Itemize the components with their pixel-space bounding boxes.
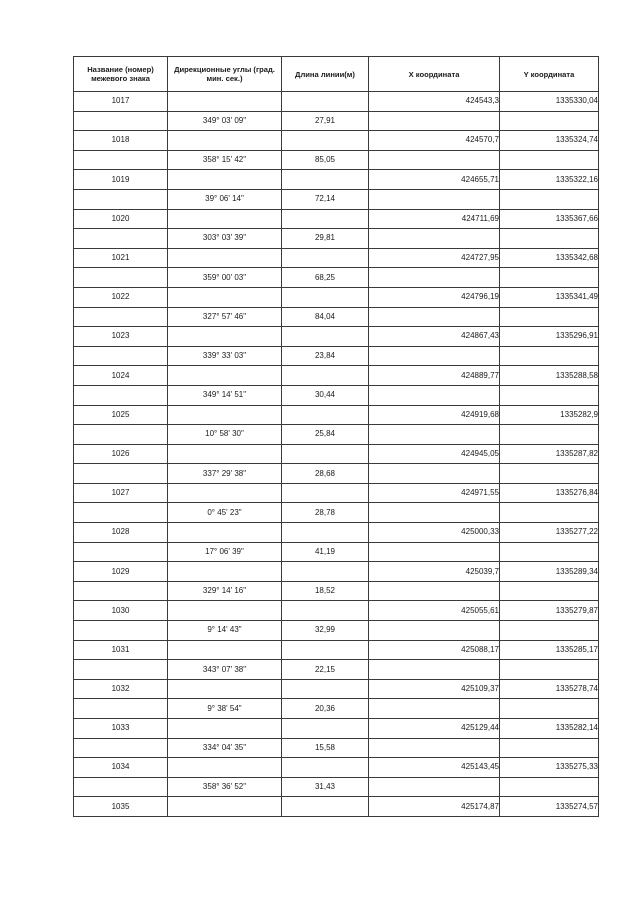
cell-y-coordinate: 1335289,34 — [500, 562, 599, 582]
table-row-segment — [74, 385, 599, 405]
cell-direction-angle — [168, 444, 282, 464]
cell-y-coordinate — [500, 229, 599, 249]
cell-x-coordinate — [369, 581, 500, 601]
table-row-segment — [74, 621, 599, 641]
cell-marker-name — [74, 660, 168, 680]
cell-y-coordinate: 1335342,68 — [500, 248, 599, 268]
cell-marker-name: 1019 — [74, 170, 168, 190]
cell-y-coordinate: 1335367,66 — [500, 209, 599, 229]
cell-line-length — [282, 797, 369, 817]
cell-x-coordinate — [369, 464, 500, 484]
cell-line-length — [282, 405, 369, 425]
cell-line-length — [282, 170, 369, 190]
cell-marker-name: 1032 — [74, 679, 168, 699]
cell-y-coordinate — [500, 150, 599, 170]
cell-line-length — [282, 483, 369, 503]
cell-direction-angle: 358° 15' 42" — [168, 150, 282, 170]
cell-x-coordinate — [369, 425, 500, 445]
cell-y-coordinate — [500, 111, 599, 131]
cell-direction-angle — [168, 170, 282, 190]
cell-line-length: 85,05 — [282, 150, 369, 170]
cell-line-length — [282, 131, 369, 151]
table-row-marker — [74, 719, 599, 739]
cell-line-length — [282, 209, 369, 229]
cell-y-coordinate — [500, 542, 599, 562]
cell-y-coordinate: 1335276,84 — [500, 483, 599, 503]
cell-y-coordinate: 1335278,74 — [500, 679, 599, 699]
cell-y-coordinate: 1335282,14 — [500, 719, 599, 739]
cell-x-coordinate: 424919,68 — [369, 405, 500, 425]
cell-line-length: 32,99 — [282, 621, 369, 641]
cell-x-coordinate: 425055,61 — [369, 601, 500, 621]
cell-marker-name: 1030 — [74, 601, 168, 621]
cell-y-coordinate — [500, 385, 599, 405]
cell-x-coordinate: 425088,17 — [369, 640, 500, 660]
cell-marker-name — [74, 229, 168, 249]
cell-direction-angle: 349° 14' 51" — [168, 385, 282, 405]
table-row-segment — [74, 738, 599, 758]
table-row-marker — [74, 601, 599, 621]
cell-marker-name: 1033 — [74, 719, 168, 739]
cell-direction-angle — [168, 405, 282, 425]
table-row-segment — [74, 660, 599, 680]
table-row-segment — [74, 464, 599, 484]
cell-x-coordinate: 425039,7 — [369, 562, 500, 582]
cell-line-length — [282, 287, 369, 307]
cell-x-coordinate: 425000,33 — [369, 523, 500, 543]
cell-direction-angle: 9° 14' 43" — [168, 621, 282, 641]
column-header-direction-angle: Дирекционные углы (град. мин. сек.) — [168, 57, 282, 92]
cell-y-coordinate: 1335285,17 — [500, 640, 599, 660]
table-row-marker — [74, 248, 599, 268]
table-row-segment — [74, 346, 599, 366]
cell-x-coordinate: 424867,43 — [369, 327, 500, 347]
cell-line-length — [282, 523, 369, 543]
table-row-marker — [74, 366, 599, 386]
cell-direction-angle — [168, 287, 282, 307]
cell-direction-angle: 10° 58' 30" — [168, 425, 282, 445]
table-row-marker — [74, 131, 599, 151]
cell-y-coordinate — [500, 464, 599, 484]
cell-x-coordinate — [369, 307, 500, 327]
cell-direction-angle: 303° 03' 39" — [168, 229, 282, 249]
cell-marker-name: 1034 — [74, 758, 168, 778]
cell-direction-angle — [168, 209, 282, 229]
cell-line-length: 22,15 — [282, 660, 369, 680]
cell-line-length: 84,04 — [282, 307, 369, 327]
table-row-marker — [74, 327, 599, 347]
cell-y-coordinate — [500, 503, 599, 523]
cell-line-length — [282, 640, 369, 660]
cell-marker-name — [74, 464, 168, 484]
cell-line-length — [282, 758, 369, 778]
table-row-segment — [74, 542, 599, 562]
cell-x-coordinate — [369, 777, 500, 797]
cell-direction-angle: 17° 06' 39" — [168, 542, 282, 562]
table-row-marker — [74, 640, 599, 660]
cell-direction-angle: 349° 03' 09" — [168, 111, 282, 131]
table-row-marker — [74, 92, 599, 112]
cell-direction-angle: 343° 07' 38" — [168, 660, 282, 680]
cell-marker-name: 1027 — [74, 483, 168, 503]
cell-marker-name: 1025 — [74, 405, 168, 425]
cell-x-coordinate: 425109,37 — [369, 679, 500, 699]
cell-direction-angle: 9° 38' 54" — [168, 699, 282, 719]
column-header-y-coordinate: Y координата — [500, 57, 599, 92]
cell-line-length — [282, 92, 369, 112]
cell-marker-name: 1035 — [74, 797, 168, 817]
cell-marker-name — [74, 150, 168, 170]
cell-y-coordinate: 1335287,82 — [500, 444, 599, 464]
table-row-marker — [74, 758, 599, 778]
table-row-marker — [74, 444, 599, 464]
table-row-segment — [74, 268, 599, 288]
cell-y-coordinate — [500, 425, 599, 445]
cell-direction-angle — [168, 562, 282, 582]
cell-x-coordinate — [369, 699, 500, 719]
cell-marker-name: 1024 — [74, 366, 168, 386]
table-row-segment — [74, 581, 599, 601]
cell-direction-angle: 329° 14' 16" — [168, 581, 282, 601]
table-row-marker — [74, 562, 599, 582]
cell-x-coordinate — [369, 738, 500, 758]
cell-direction-angle — [168, 640, 282, 660]
cell-line-length: 31,43 — [282, 777, 369, 797]
table-row-segment — [74, 150, 599, 170]
cell-marker-name: 1021 — [74, 248, 168, 268]
cell-y-coordinate: 1335341,49 — [500, 287, 599, 307]
cell-y-coordinate — [500, 189, 599, 209]
cell-y-coordinate — [500, 621, 599, 641]
table-row-marker — [74, 209, 599, 229]
cell-direction-angle: 359° 00' 03" — [168, 268, 282, 288]
cell-marker-name — [74, 777, 168, 797]
cell-x-coordinate — [369, 346, 500, 366]
cell-line-length — [282, 719, 369, 739]
cell-marker-name — [74, 189, 168, 209]
cell-line-length: 15,58 — [282, 738, 369, 758]
cell-line-length — [282, 327, 369, 347]
cell-y-coordinate — [500, 738, 599, 758]
cell-line-length: 41,19 — [282, 542, 369, 562]
table-row-marker — [74, 170, 599, 190]
cell-direction-angle — [168, 483, 282, 503]
cell-direction-angle: 39° 06' 14" — [168, 189, 282, 209]
cell-y-coordinate — [500, 581, 599, 601]
cell-direction-angle: 358° 36' 52" — [168, 777, 282, 797]
cell-line-length: 30,44 — [282, 385, 369, 405]
cell-line-length: 29,81 — [282, 229, 369, 249]
cell-direction-angle — [168, 719, 282, 739]
cell-line-length: 25,84 — [282, 425, 369, 445]
cell-x-coordinate: 424727,95 — [369, 248, 500, 268]
table-row-segment — [74, 777, 599, 797]
cell-marker-name: 1020 — [74, 209, 168, 229]
boundary-coordinates-table — [73, 56, 599, 817]
cell-x-coordinate: 424543,3 — [369, 92, 500, 112]
cell-x-coordinate — [369, 660, 500, 680]
cell-y-coordinate — [500, 307, 599, 327]
cell-direction-angle — [168, 92, 282, 112]
cell-x-coordinate: 424889,77 — [369, 366, 500, 386]
cell-x-coordinate: 425174,87 — [369, 797, 500, 817]
cell-line-length: 27,91 — [282, 111, 369, 131]
cell-line-length — [282, 366, 369, 386]
cell-x-coordinate: 424570,7 — [369, 131, 500, 151]
table-row-segment — [74, 699, 599, 719]
cell-marker-name — [74, 581, 168, 601]
cell-direction-angle — [168, 131, 282, 151]
cell-marker-name: 1017 — [74, 92, 168, 112]
cell-line-length: 20,36 — [282, 699, 369, 719]
cell-marker-name — [74, 738, 168, 758]
table-row-marker — [74, 679, 599, 699]
table-body — [74, 92, 599, 817]
cell-y-coordinate: 1335296,91 — [500, 327, 599, 347]
table-row-segment — [74, 307, 599, 327]
cell-marker-name: 1028 — [74, 523, 168, 543]
cell-marker-name — [74, 503, 168, 523]
table-row-segment — [74, 111, 599, 131]
cell-x-coordinate: 424971,55 — [369, 483, 500, 503]
boundary-coordinates-sheet — [73, 56, 598, 817]
cell-marker-name: 1026 — [74, 444, 168, 464]
table-row-marker — [74, 405, 599, 425]
cell-direction-angle: 0° 45' 23" — [168, 503, 282, 523]
cell-marker-name: 1023 — [74, 327, 168, 347]
column-header-line-length: Длина линии(м) — [282, 57, 369, 92]
cell-marker-name — [74, 346, 168, 366]
cell-direction-angle — [168, 366, 282, 386]
cell-line-length: 68,25 — [282, 268, 369, 288]
cell-direction-angle — [168, 679, 282, 699]
table-row-segment — [74, 229, 599, 249]
table-row-segment — [74, 425, 599, 445]
cell-x-coordinate — [369, 542, 500, 562]
cell-marker-name — [74, 699, 168, 719]
cell-y-coordinate: 1335279,87 — [500, 601, 599, 621]
cell-direction-angle: 327° 57' 46" — [168, 307, 282, 327]
cell-y-coordinate — [500, 660, 599, 680]
cell-line-length: 18,52 — [282, 581, 369, 601]
cell-direction-angle — [168, 248, 282, 268]
cell-x-coordinate: 425143,45 — [369, 758, 500, 778]
cell-line-length — [282, 444, 369, 464]
cell-x-coordinate: 424945,05 — [369, 444, 500, 464]
cell-direction-angle — [168, 758, 282, 778]
cell-direction-angle — [168, 601, 282, 621]
cell-line-length: 28,68 — [282, 464, 369, 484]
column-header-x-coordinate: Х координата — [369, 57, 500, 92]
cell-marker-name — [74, 385, 168, 405]
cell-x-coordinate: 424711,69 — [369, 209, 500, 229]
column-header-marker-name: Название (номер) межевого знака — [74, 57, 168, 92]
cell-y-coordinate: 1335324,74 — [500, 131, 599, 151]
cell-x-coordinate — [369, 268, 500, 288]
cell-marker-name: 1029 — [74, 562, 168, 582]
cell-marker-name: 1018 — [74, 131, 168, 151]
cell-y-coordinate: 1335277,22 — [500, 523, 599, 543]
cell-line-length: 28,78 — [282, 503, 369, 523]
cell-y-coordinate: 1335288,58 — [500, 366, 599, 386]
cell-direction-angle — [168, 327, 282, 347]
table-row-marker — [74, 483, 599, 503]
cell-x-coordinate: 425129,44 — [369, 719, 500, 739]
table-row-marker — [74, 523, 599, 543]
cell-x-coordinate — [369, 150, 500, 170]
cell-marker-name — [74, 307, 168, 327]
cell-marker-name — [74, 425, 168, 445]
cell-x-coordinate — [369, 503, 500, 523]
cell-marker-name — [74, 111, 168, 131]
cell-direction-angle: 339° 33' 03" — [168, 346, 282, 366]
cell-line-length: 23,84 — [282, 346, 369, 366]
cell-direction-angle: 337° 29' 38" — [168, 464, 282, 484]
cell-y-coordinate: 1335330,04 — [500, 92, 599, 112]
cell-marker-name — [74, 621, 168, 641]
cell-direction-angle — [168, 523, 282, 543]
cell-y-coordinate: 1335275,33 — [500, 758, 599, 778]
cell-y-coordinate — [500, 699, 599, 719]
cell-x-coordinate: 424655,71 — [369, 170, 500, 190]
cell-direction-angle — [168, 797, 282, 817]
table-row-marker — [74, 287, 599, 307]
cell-marker-name: 1022 — [74, 287, 168, 307]
table-row-marker — [74, 797, 599, 817]
cell-marker-name: 1031 — [74, 640, 168, 660]
cell-direction-angle: 334° 04' 35" — [168, 738, 282, 758]
cell-line-length — [282, 248, 369, 268]
cell-marker-name — [74, 268, 168, 288]
table-header — [74, 57, 599, 92]
cell-y-coordinate — [500, 268, 599, 288]
cell-line-length: 72,14 — [282, 189, 369, 209]
table-row-segment — [74, 503, 599, 523]
cell-y-coordinate — [500, 777, 599, 797]
cell-y-coordinate — [500, 346, 599, 366]
cell-y-coordinate: 1335282,9 — [500, 405, 599, 425]
header-row — [74, 57, 599, 92]
cell-line-length — [282, 679, 369, 699]
cell-y-coordinate: 1335274,57 — [500, 797, 599, 817]
cell-x-coordinate: 424796,19 — [369, 287, 500, 307]
cell-x-coordinate — [369, 621, 500, 641]
cell-y-coordinate: 1335322,16 — [500, 170, 599, 190]
cell-x-coordinate — [369, 189, 500, 209]
cell-marker-name — [74, 542, 168, 562]
cell-x-coordinate — [369, 229, 500, 249]
cell-line-length — [282, 601, 369, 621]
cell-line-length — [282, 562, 369, 582]
table-row-segment — [74, 189, 599, 209]
cell-x-coordinate — [369, 111, 500, 131]
cell-x-coordinate — [369, 385, 500, 405]
